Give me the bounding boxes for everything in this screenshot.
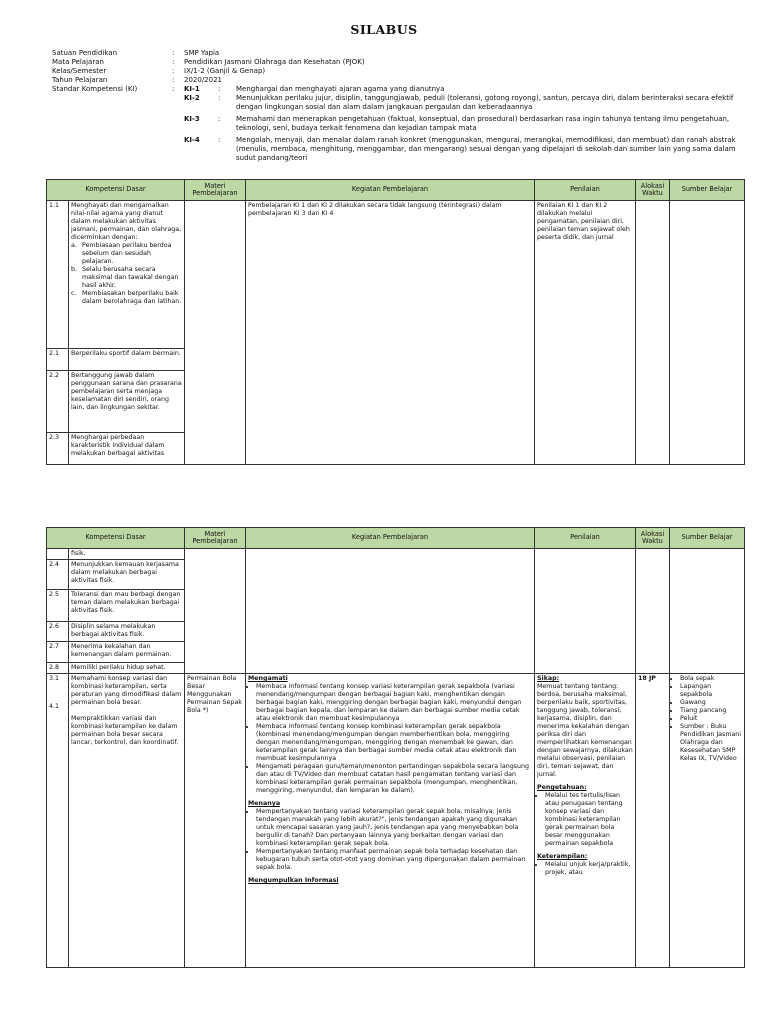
- kegiatan-cell: Pembelajaran KI 1 dan KI 2 dilakukan secara tidak langsung (terintegrasi) dalam pembelajaran KI 3 dan KI 4: [246, 201, 535, 465]
- kd-number: 2.6: [47, 622, 69, 642]
- header-kegiatan: Kegiatan Pembelajaran: [246, 528, 535, 549]
- header-kompetensi-dasar: Kompetensi Dasar: [47, 528, 185, 549]
- list-item: [71, 290, 182, 306]
- colon: :: [218, 115, 221, 123]
- colon: :: [172, 58, 175, 66]
- section-title-menanya: Menanya: [248, 800, 281, 807]
- sikap-title: Sikap:: [537, 675, 560, 682]
- list-marker: c.: [71, 290, 77, 297]
- kd-text: Berperilaku sportif dalam bermain.: [69, 349, 185, 371]
- list-item: • Sumber : Buku Pendidikan Jasmani Olahraga dan Kesesehatan SMP Kelas IX, TV/Video: [680, 723, 742, 763]
- kd-sublist: [71, 242, 182, 306]
- list-item: • Mempertanyakan tentang variasi keterampilan gerak sepak bola, misalnya: jenis tendangan manakah yang lebih akurat?", jenis tendangan apakah yang digunakan untuk mencapai sasaran yang jauh?, jenis tendangan apa yang menyebabkan bola berguliir di tanah? Dan pertanyaan lainnya yang berkaitan dengan variasi dan kombinasi keterampilan gerak sepak bola.: [256, 808, 532, 848]
- kd-cell: [69, 674, 185, 968]
- materi-cell: Permainan Bola Besar Menggunakan Permainan Sepak Bola *): [185, 674, 246, 968]
- header-materi: Materi Pembelajaran: [185, 180, 246, 201]
- info-row: [52, 67, 752, 76]
- list-item: • Mempertanyakan tentang manfaat permainan sepak bola terhadap kesehatan dan kebugaran tubuh serta otot-otot yang dominan yang dipergunakan dalam permainan sepak bola.: [256, 848, 532, 872]
- kd-text: Mempraktikkan variasi dan kombinasi keterampilan ke dalam permainan bola besar secara lancar, terkontrol, dan koordinatif.: [71, 715, 179, 746]
- header-materi: Materi Pembelajaran: [185, 528, 246, 549]
- kd-number: 2.4: [47, 560, 69, 590]
- colon: :: [172, 49, 175, 57]
- info-label: Standar Kompetensi (KI): [52, 85, 138, 93]
- kd-text: Bertanggung jawab dalam penggunaan sarana dan prasarana pembelajaran serta menjaga keselamatan diri sendiri, orang lain, dan lingkungan sekitar.: [69, 371, 185, 433]
- info-row: [52, 58, 752, 67]
- table-row: [47, 674, 745, 968]
- kd-number: 1.1: [47, 201, 69, 349]
- kd-text: Menghayati dan mengamalkan nilai-nilai agama yang dianut dalam melakukan aktivitas jasmani, permainan, dan olahraga, dicerminkan dengan:: [71, 202, 182, 241]
- alokasi-cell: [636, 201, 670, 465]
- ki-text: Menghargai dan menghayati ajaran agama yang dianutnya: [236, 85, 445, 93]
- kd-number: 2.3: [47, 433, 69, 465]
- header-penilaian: Penilaian: [535, 180, 636, 201]
- menanya-list: [248, 808, 532, 872]
- sumber-cell: [670, 674, 745, 968]
- info-row: [52, 85, 752, 163]
- info-value: IX/1-2 (Ganjil & Genap): [184, 67, 266, 75]
- list-marker: b.: [71, 266, 77, 273]
- list-text: Selalu berusaha secara maksimal dan tawakal dengan hasil akhir.: [82, 266, 179, 289]
- info-row: [52, 49, 752, 58]
- kd-number: 2.2: [47, 371, 69, 433]
- colon: :: [218, 94, 221, 102]
- sikap-text: Memuat tentang tentang: berdoa, berusaha maksimal, berperilaku baik, sportivitas, tanggung jawab, toleransi, kerjasama, disiplin, dan menerima kekalahan dengan periksa diri dan memperlihatkan kemenangan dengan sewajarnya, dilakukan melalui observasi, penilaian diri, teman sejawat, dan jurnal.: [537, 683, 633, 778]
- info-label: Mata Pelajaran: [52, 58, 104, 66]
- info-value: 2020/2021: [184, 76, 222, 84]
- penilaian-cell: Penilaian KI 1 dan KI 2 dilakukan melalui pengamatan, penilaian diri, penilaian teman sejawat oleh peserta didik, dan jurnal: [535, 201, 636, 465]
- kd-number: [47, 549, 69, 560]
- info-label: Tahun Pelajaran: [52, 76, 108, 84]
- penilaian-cell: [535, 549, 636, 674]
- list-item: • Mengamati peragaan guru/teman/menonton pertandingan sepakbola secara langsung dan atau di TV/Video dan membuat catatan hasil pengamatan tentang variasi dan kombinasi keterampilan gerak permainan sepakbola (mengumpan, menghentikan, menggiring, menyundul, dan lemparan ke dalam).: [256, 763, 532, 795]
- kd-number: 2.5: [47, 590, 69, 622]
- sumber-cell: [670, 549, 745, 674]
- info-value: SMP Yapia: [184, 49, 220, 57]
- pengetahuan-title: Pengetahuan:: [537, 784, 587, 791]
- ki-code: KI-4: [184, 136, 200, 144]
- kd-text: Memiliki perilaku hidup sehat.: [69, 663, 185, 674]
- kd-text: Menerima kekalahan dan kemenangan dalam permainan.: [69, 642, 185, 663]
- ki-row: [184, 94, 752, 112]
- ki-row: [184, 136, 752, 163]
- ki-code: KI-2: [184, 94, 200, 102]
- ki-text: Menunjukkan perilaku jujur, disiplin, tanggungjawab, peduli (toleransi, gotong royong), santun, percaya diri, dalam berinteraksi secara efektif dengan lingkungan sosial dan alam dalam jangkauan pergaulan dan keberadaannya: [236, 94, 734, 111]
- info-label: Kelas/Semester: [52, 67, 107, 75]
- list-item: [71, 266, 182, 290]
- info-row: [52, 76, 752, 85]
- keterampilan-title: Keterampilan:: [537, 853, 588, 860]
- kd-number: 2.8: [47, 663, 69, 674]
- kegiatan-cell: [246, 674, 535, 968]
- list-item: • Membaca informasi tentang konsep kombinasi keterampilan gerak sepakbola (kombinasi menendang/mengumpan dengan memberhentikan bola, menggiring dengan menendang/mengumpan, menggiring dengan menembak ke gawan, dan keterampilan gerak lainnya dan berbagai sumber media cetak atau elektronik dan membuat kesimpulannya: [256, 723, 532, 763]
- list-item: • Peluit: [680, 715, 742, 723]
- table-header-row: [47, 180, 745, 201]
- table-header-row: [47, 528, 745, 549]
- list-text: Membiasakan berperilaku baik dalam berolahraga dan latihan.: [82, 290, 182, 305]
- list-item: • Melalui unjuk kerja/praktik, projek, atau: [545, 861, 633, 877]
- ki-row: [184, 85, 752, 94]
- header-kompetensi-dasar: Kompetensi Dasar: [47, 180, 185, 201]
- syllabus-table-1: [46, 179, 745, 465]
- header-kegiatan: Kegiatan Pembelajaran: [246, 180, 535, 201]
- kd-text: Menghargai perbedaan karakteristik individual dalam melakukan berbagai aktivitas: [69, 433, 185, 465]
- identity-block: [52, 49, 752, 163]
- ki-code: KI-1: [184, 85, 200, 93]
- list-item: • Membaca informasi tentang konsep variasi keterampilan gerak sepakbola (variasi menendang/mengumpan dengan berbagai bagian kaki, menghentikan dengan berbagai bagian kaki, menggiring dengan berbagai bagian kaki, menyundul dengan berbagai bagian kepala, dan lemparan ke dalam dan berbagai sumber media cetak atau elektronik dan membuat kesimpulannya: [256, 683, 532, 723]
- alokasi-cell: [636, 549, 670, 674]
- kegiatan-cell: [246, 549, 535, 674]
- header-alokasi: Alokasi Waktu: [636, 180, 670, 201]
- list-item: • Bola sepak: [680, 675, 742, 683]
- colon: :: [218, 85, 221, 93]
- header-sumber: Sumber Belajar: [670, 528, 745, 549]
- section-title-mengumpulkan: Mengumpulkan Informasi: [248, 877, 339, 884]
- ki-text: Mengolah, menyaji, dan menalar dalam ranah konkret (menggunakan, mengurai, merangkai, memodifikasi, dan membuat) dan ranah abstrak (menulis, membaca, menghitung, menggambar, dan mengarang) sesuai dengan yang dipelajari di sekolah dan sumber lain yang sama dalam sudut pandang/teori: [236, 136, 736, 162]
- list-item: • Gawang: [680, 699, 742, 707]
- list-text: Pembiasaan perilaku berdoa sebelum dan sesudah pelajaran.: [82, 242, 172, 265]
- list-item: [71, 242, 182, 266]
- list-item: • Melalui tes tertulis/lisan atau penugasan tentang konsep variasi dan kombinasi keterampilan gerak permainan bola besar menggunakan permainan sepakbola: [545, 792, 633, 848]
- kd-text: Disiplin selama melakukan berbagai aktivitas fisik.: [69, 622, 185, 642]
- ki-row: [184, 115, 752, 133]
- kd-cell: [69, 201, 185, 349]
- mengamati-list: [248, 683, 532, 795]
- ki-list: [184, 85, 752, 163]
- header-sumber: Sumber Belajar: [670, 180, 745, 201]
- keterampilan-list: [537, 861, 633, 877]
- colon: :: [172, 85, 175, 93]
- info-value: Pendidikan Jasmani Olahraga dan Kesehatan (PJOK): [184, 58, 365, 66]
- penilaian-cell: [535, 674, 636, 968]
- list-marker: a.: [71, 242, 77, 249]
- table-row: [47, 549, 745, 560]
- list-item: • Lapangan sepakbola: [680, 683, 742, 699]
- kd-text: Toleransi dan mau berbagi dengan teman dalam melakukan berbagai aktivitas fisik.: [69, 590, 185, 622]
- colon: :: [218, 136, 221, 144]
- colon: :: [172, 76, 175, 84]
- sumber-list: [672, 675, 742, 763]
- section-title-mengamati: Mengamati: [248, 675, 288, 682]
- info-label: Satuan Pendidikan: [52, 49, 118, 57]
- ki-code: KI-3: [184, 115, 200, 123]
- materi-cell: [185, 201, 246, 465]
- materi-cell: [185, 549, 246, 674]
- header-penilaian: Penilaian: [535, 528, 636, 549]
- colon: :: [172, 67, 175, 75]
- kd-number: 3.1: [49, 675, 60, 682]
- kd-text: Menunjukkan kemauan kerjasama dalam melakukan berbagai aktivitas fisik.: [69, 560, 185, 590]
- list-item: • Tiang pancang: [680, 707, 742, 715]
- kd-text: fisik.: [69, 549, 185, 560]
- table-row: [47, 201, 745, 349]
- kd-number: 2.1: [47, 349, 69, 371]
- kd-number-cell: [47, 674, 69, 968]
- kd-number: 4.1: [49, 703, 60, 710]
- header-alokasi: Alokasi Waktu: [636, 528, 670, 549]
- document-title: SILABUS: [350, 22, 418, 37]
- kd-number: 2.7: [47, 642, 69, 663]
- kd-text: Memahami konsep variasi dan kombinasi keterampilan, serta peraturan yang dimodifikasi dalam permainan bola besar.: [71, 675, 182, 706]
- sumber-cell: [670, 201, 745, 465]
- pengetahuan-list: [537, 792, 633, 848]
- alokasi-cell: 18 JP: [636, 674, 670, 968]
- ki-text: Memahami dan menerapkan pengetahuan (faktual, konseptual, dan prosedural) berdasarkan rasa ingin tahunya tentang ilmu pengetahuan, teknologi, seni, budaya terkait fenomena dan kejadian tampak mata: [236, 115, 730, 132]
- spacer: [49, 683, 66, 703]
- syllabus-table-2: [46, 527, 745, 968]
